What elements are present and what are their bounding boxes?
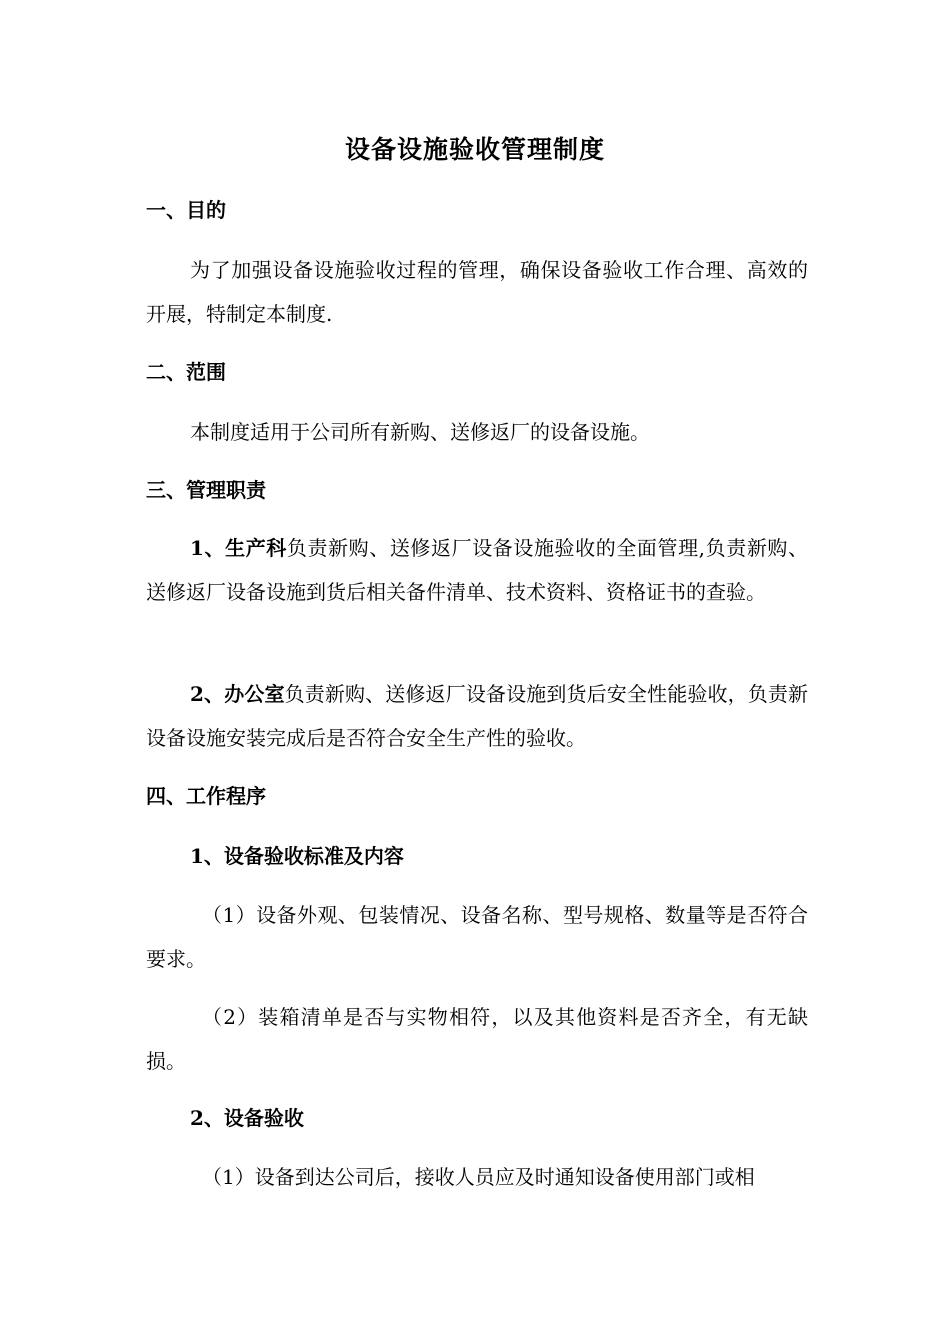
- paragraph-responsibility-office: [146, 672, 808, 760]
- paragraph-purpose: 为了加强设备设施验收过程的管理，确保设备验收工作合理、高效的开展，特制定本制度.: [146, 258, 808, 326]
- document-title: 设备设施验收管理制度: [344, 135, 605, 164]
- paragraph-standard-2: （2）装箱清单是否与实物相符，以及其他资料是否齐全，有无缺损。: [146, 1005, 808, 1073]
- responsibility-lead-office: 2、办公室: [190, 682, 285, 706]
- paragraph-scope: 本制度适用于公司所有新购、送修返厂的设备设施。: [190, 420, 650, 444]
- responsibility-lead-production: 1、生产科: [190, 536, 287, 560]
- section-heading-purpose: 一、目的: [146, 198, 226, 222]
- subheading-acceptance-standards: 1、设备验收标准及内容: [190, 844, 404, 868]
- paragraph-standard-1: （1）设备外观、包装情况、设备名称、型号规格、数量等是否符合要求。: [146, 903, 808, 971]
- paragraph-acceptance-1: （1）设备到达公司后，接收人员应及时通知设备使用部门或相: [202, 1165, 755, 1189]
- subheading-equipment-acceptance: 2、设备验收: [190, 1106, 304, 1130]
- section-heading-procedure: 四、工作程序: [146, 784, 266, 808]
- responsibility-text-production: 负责新购、送修返厂设备设施验收的全面管理,负责新购、送修返厂设备设施到货后相关备件清单、技术资料、资格证书的查验。: [146, 536, 808, 604]
- responsibility-text-office: 负责新购、送修返厂设备设施到货后安全性能验收，负责新设备设施安装完成后是否符合安全生产性的验收。: [146, 682, 809, 750]
- section-heading-responsibilities: 三、管理职责: [146, 478, 266, 502]
- paragraph-responsibility-production: [146, 526, 808, 614]
- section-heading-scope: 二、范围: [146, 360, 226, 384]
